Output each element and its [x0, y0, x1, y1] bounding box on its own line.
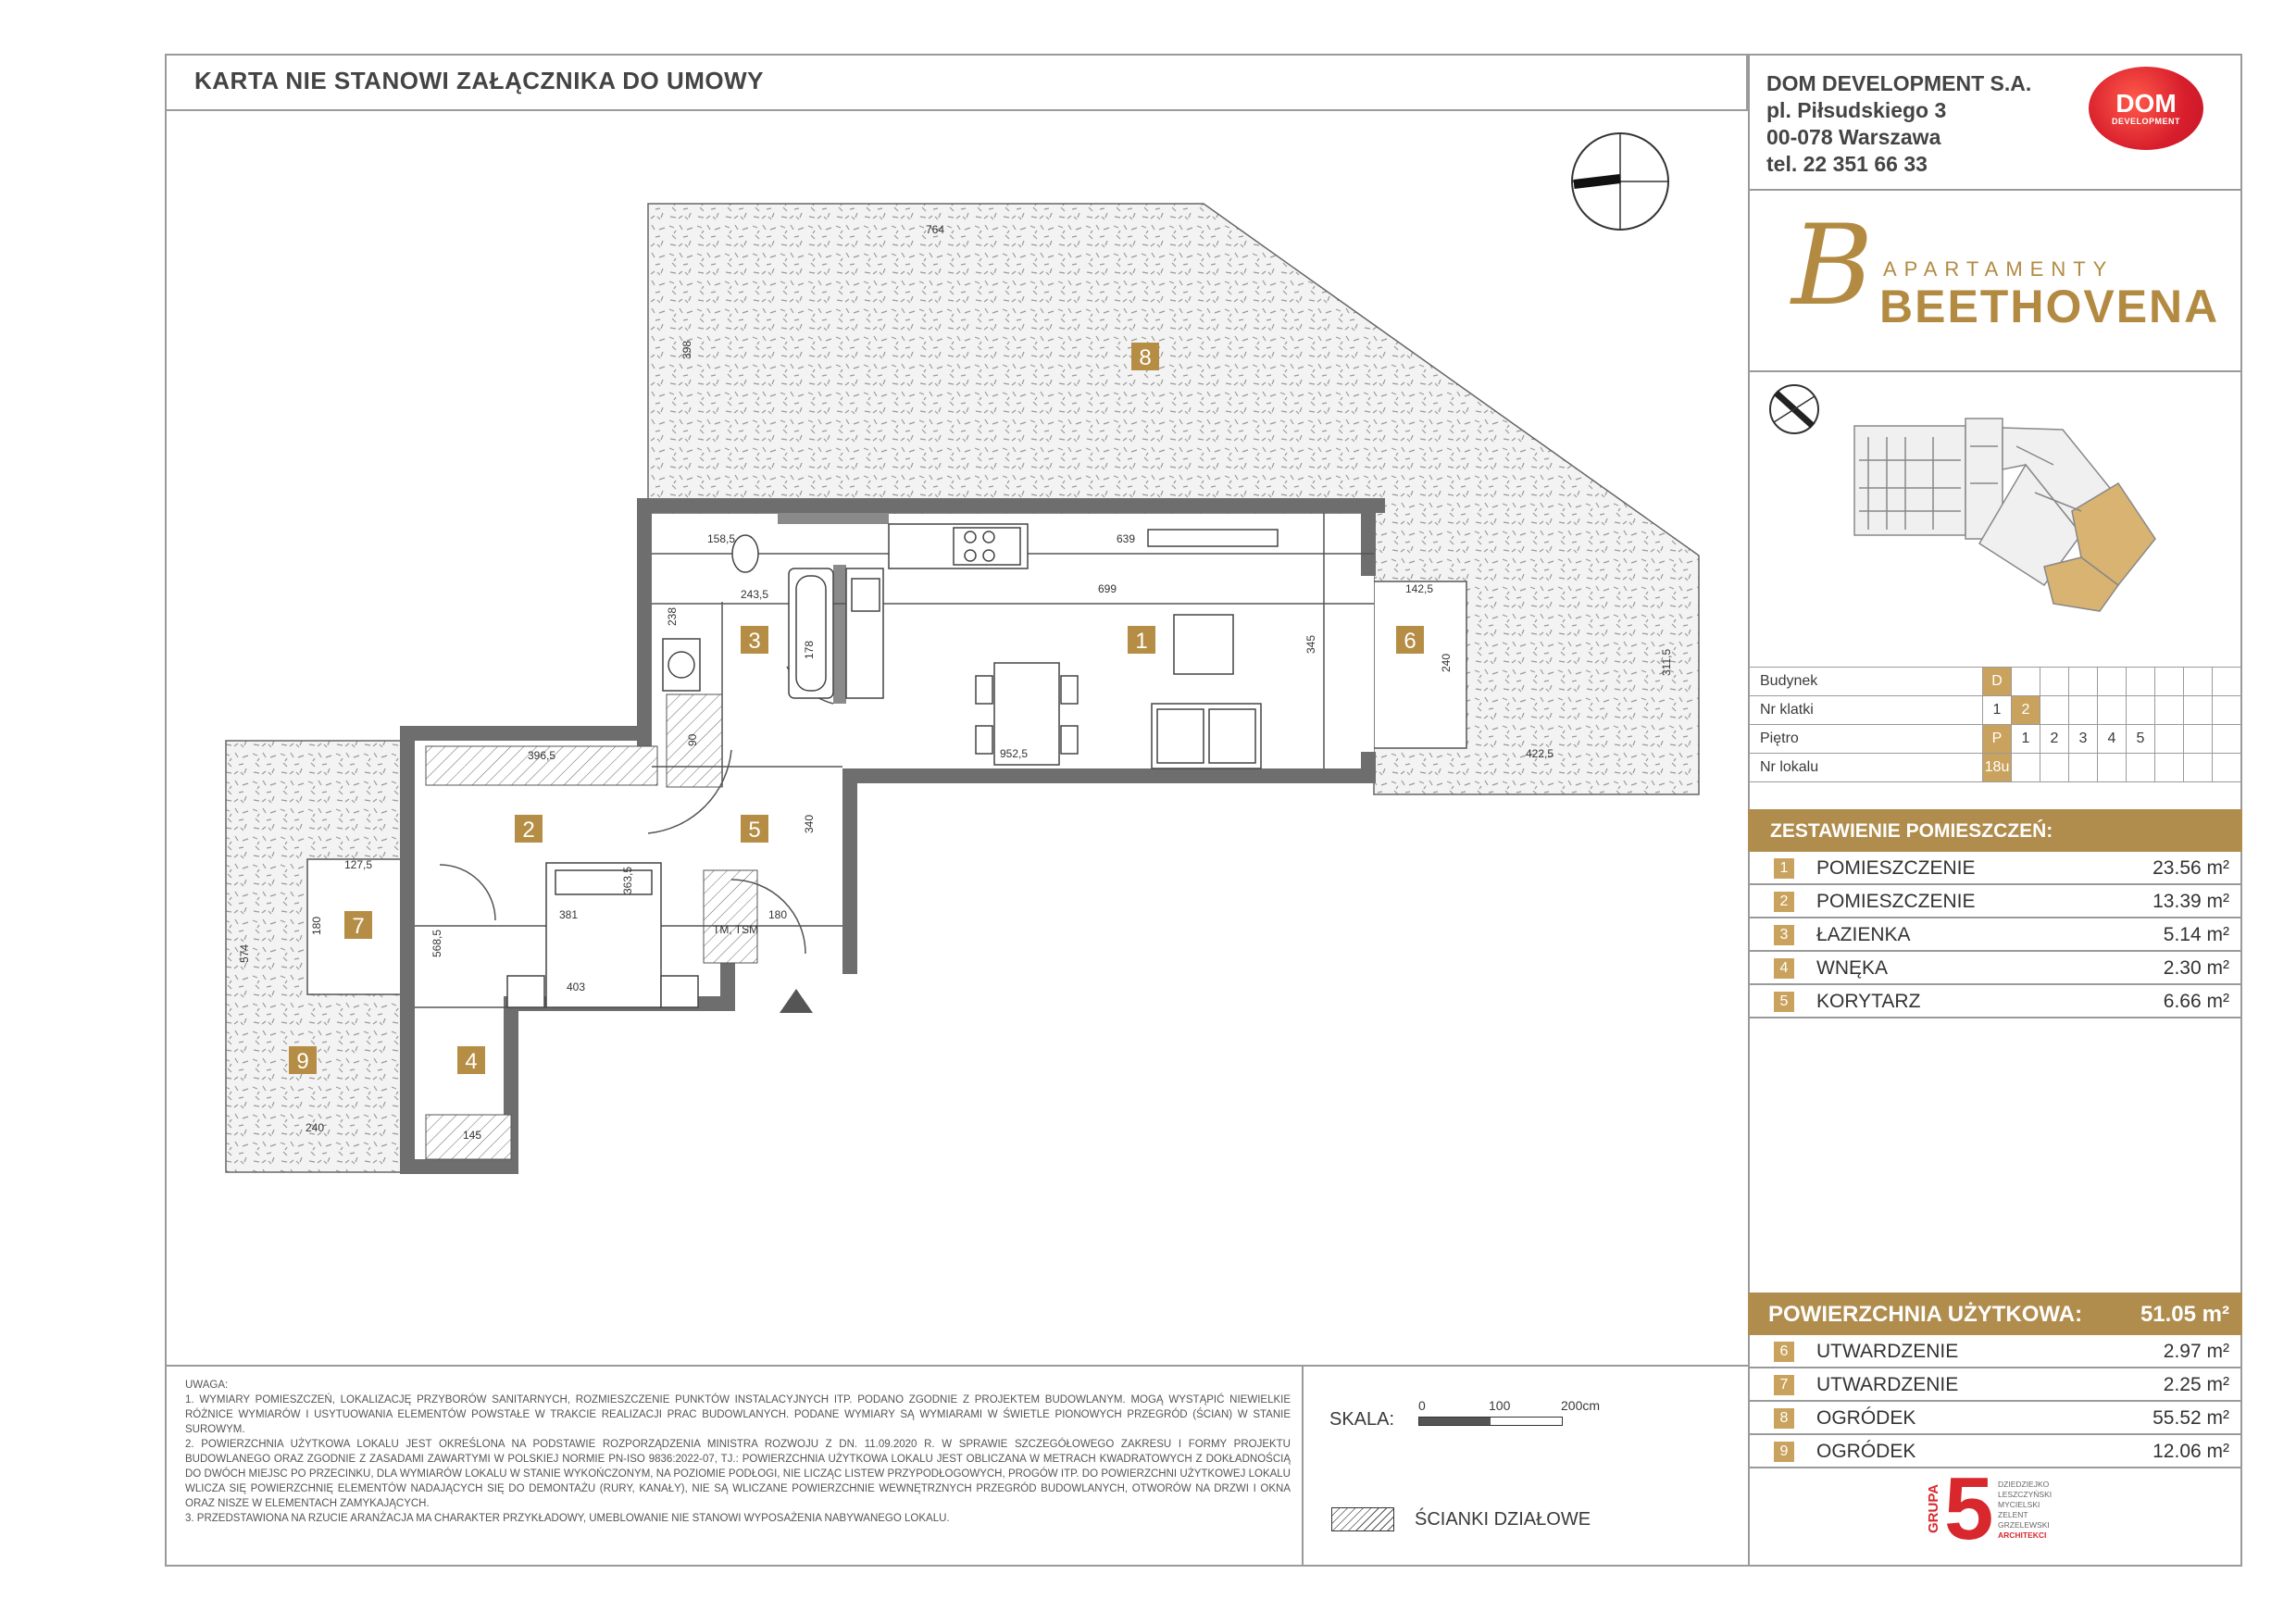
klatka-1: 1: [1983, 696, 2012, 725]
scale-tick-100: 100: [1489, 1398, 1511, 1413]
svg-text:311,5: 311,5: [1660, 648, 1673, 676]
site-plan: [1854, 418, 2155, 611]
usable-area-label: POWIERZCHNIA UŻYTKOWA:: [1768, 1302, 2083, 1327]
room-badge-5: [741, 815, 768, 843]
svg-text:3: 3: [748, 629, 761, 654]
klatka-2: 2: [2012, 696, 2040, 725]
pietro-5: 5: [2127, 725, 2155, 754]
room-row: 1 POMIESZCZENIE 23.56 m²: [1748, 852, 2242, 885]
label-lokal: Nr lokalu: [1749, 754, 1983, 782]
extra-row: 9 OGRÓDEK 12.06 m²: [1748, 1435, 2242, 1468]
room-badge-4: [457, 1046, 485, 1074]
svg-text:142,5: 142,5: [1405, 582, 1434, 595]
room-badge-6: [1396, 626, 1424, 654]
room-badge-7: [344, 911, 372, 939]
room-row: 3 ŁAZIENKA 5.14 m²: [1748, 918, 2242, 952]
svg-text:145: 145: [463, 1129, 482, 1142]
label-klatka: Nr klatki: [1749, 696, 1983, 725]
value-lokal: 18u: [1983, 754, 2012, 782]
svg-text:764: 764: [926, 223, 945, 236]
terrace-6-area: [1374, 581, 1466, 748]
svg-text:345: 345: [1304, 634, 1317, 654]
svg-text:398: 398: [680, 340, 693, 359]
pietro-3: 3: [2069, 725, 2098, 754]
dom-development-logo: DOM DEVELOPMENT: [2089, 67, 2203, 150]
legend-walls: ŚCIANKI DZIAŁOWE: [1415, 1509, 1591, 1530]
notes: [185, 1378, 1291, 1526]
room-row: 5 KORYTARZ 6.66 m²: [1748, 985, 2242, 1018]
notes-title: UWAGA:: [185, 1380, 229, 1391]
svg-text:422,5: 422,5: [1526, 747, 1554, 760]
key-plan: [1748, 372, 2242, 646]
floor-plan: [167, 113, 1746, 1363]
svg-text:699: 699: [1098, 582, 1117, 595]
extras-list: [1748, 1335, 2242, 1468]
extra-row: 6 UTWARDZENIE 2.97 m²: [1748, 1335, 2242, 1368]
svg-text:952,5: 952,5: [1000, 747, 1029, 760]
scale-tick-200: 200cm: [1561, 1398, 1601, 1413]
svg-text:243,5: 243,5: [741, 588, 769, 601]
room-badge-8: [1131, 343, 1159, 370]
svg-text:381: 381: [559, 908, 579, 921]
extra-row: 8 OGRÓDEK 55.52 m²: [1748, 1402, 2242, 1435]
svg-text:9: 9: [296, 1049, 309, 1074]
svg-text:5: 5: [748, 818, 761, 843]
brand-line-2: BEETHOVENA: [1879, 281, 2220, 332]
label-pietro: Piętro: [1749, 725, 1983, 754]
svg-text:TM, TSM: TM, TSM: [713, 923, 759, 936]
room-badge-2: [515, 815, 543, 843]
rooms-title: ZESTAWIENIE POMIESZCZEŃ:: [1748, 809, 2242, 852]
svg-text:90: 90: [686, 733, 699, 746]
svg-text:363,5: 363,5: [621, 866, 634, 894]
room-row: 2 POMIESZCZENIE 13.39 m²: [1748, 885, 2242, 918]
note-item: 1. WYMIARY POMIESZCZEŃ, LOKALIZACJĘ PRZYBORÓW SANITARNYCH, ROZMIESZCZENIE PUNKTÓW INSTALACYJNYCH ITP. PODANO ZGODNIE Z PROJEKTEM BUDOWLANYM. MOGĄ WYSTĄPIĆ NIEWIELKIE RÓŻNICE WYMIARÓW I USYTUOWANIA ELEMENTÓW POWSTAŁE W TRAKCIE REALIZACJI PRAC BUDOWLANYCH. PODANE WYMIARY SĄ WYMIARAMI W ŚWIETLE PIONOWYCH PRZEGRÓD (ŚCIAN) W STANIE SUROWYM.: [185, 1394, 1291, 1435]
company-phone: tel. 22 351 66 33: [1766, 152, 1928, 176]
divider: [1748, 189, 2242, 191]
room-badge-1: [1128, 626, 1155, 654]
svg-text:4: 4: [465, 1049, 478, 1074]
svg-text:574: 574: [238, 943, 251, 963]
compass-small-icon: [1770, 385, 1818, 433]
company-info: [1766, 70, 2031, 178]
usable-area-value: 51.05 m²: [2140, 1302, 2229, 1327]
pietro-2: 2: [2040, 725, 2069, 754]
apartment-floor: [411, 514, 1374, 1170]
svg-text:180: 180: [768, 908, 788, 921]
svg-text:6: 6: [1404, 629, 1416, 654]
company-address-1: pl. Piłsudskiego 3: [1766, 98, 1947, 122]
company-address-2: 00-078 Warszawa: [1766, 125, 1941, 149]
scale-label: SKALA:: [1329, 1409, 1395, 1430]
svg-text:178: 178: [803, 640, 816, 659]
pietro-p: P: [1983, 725, 2012, 754]
pietro-4: 4: [2098, 725, 2127, 754]
svg-text:403: 403: [567, 981, 586, 993]
svg-text:127,5: 127,5: [344, 858, 373, 871]
note-item: 2. POWIERZCHNIA UŻYTKOWA LOKALU JEST OKREŚLONA NA PODSTAWIE ROZPORZĄDZENIA MINISTRA ROZWOJU Z DN. 11.09.2020 R. W SPRAWIE SZCZEGÓŁOWEGO ZAKRESU I FORMY PROJEKTU BUDOWLANEGO ORAZ ZGODNIE Z ZASADAMI ZAWARTYMI W POLSKIEJ NORMIE PN-ISO 9836:2022-07, TJ.: POWIERZCHNIA UŻYTKOWA LOKALU JEST OBLICZANA W METRACH KWADRATOWYCH Z DOKŁADNOŚCIĄ DO DWÓCH MIEJSC PO PRZECINKU, DLA WYMIARÓW LOKALU W STANIE WYKOŃCZONYM, NA POZIOMIE PODŁOGI, NIE LICZĄC LISTEW PRZYPODŁOGOWYCH, PROGÓW ITP. DO POWIERZCHNI UŻYTKOWEJ LOKALU WLICZA SIĘ POWIERZCHNIĘ ELEMENTÓW NADAJĄCYCH SIĘ DO DEMONTAŻU (RURY, KANAŁY), NIE SĄ WLICZANE POWIERZCHNIE WEWNĘTRZNYCH PRZEGRÓD BUDOWLANYCH, OTWORÓW NA DRZWI I OKNA ORAZ NISZE W ELEMENTACH ZAMYKAJĄCYCH.: [185, 1439, 1291, 1509]
partition-hatch-icon: [1331, 1507, 1394, 1531]
grupa5-logo: GRUPA 5 DZIEDZIEJKO LESZCZYŃSKI MYCIELSKI ZELENT GRZELEWSKI ARCHITEKCI: [1926, 1459, 2053, 1558]
svg-text:238: 238: [666, 606, 679, 626]
svg-text:180: 180: [310, 916, 323, 935]
svg-text:340: 340: [803, 814, 816, 833]
svg-text:639: 639: [1117, 532, 1136, 545]
header-bar: [165, 54, 1748, 111]
scale-bar: [1418, 1417, 1563, 1426]
north-compass-icon: [1572, 133, 1668, 230]
entrance-marker-icon: [780, 989, 813, 1013]
pietro-1: 1: [2012, 725, 2040, 754]
room-badge-3: [741, 626, 768, 654]
svg-text:568,5: 568,5: [430, 929, 443, 957]
scale-tick-0: 0: [1418, 1398, 1426, 1413]
usable-area-bar: [1748, 1293, 2242, 1335]
note-item: 3. PRZEDSTAWIONA NA RZUCIE ARANŻACJA MA CHARAKTER PRZYKŁADOWY, UMEBLOWANIE NIE STANOWI WYPOSAŻENIA NABYWANEGO LOKALU.: [185, 1513, 950, 1524]
svg-text:7: 7: [352, 914, 365, 939]
page-title: KARTA NIE STANOWI ZAŁĄCZNIKA DO UMOWY: [194, 67, 764, 94]
svg-text:8: 8: [1139, 345, 1152, 370]
room-row: 4 WNĘKA 2.30 m²: [1748, 952, 2242, 985]
svg-text:240: 240: [1440, 653, 1453, 672]
company-name: DOM DEVELOPMENT S.A.: [1766, 71, 2032, 95]
label-budynek: Budynek: [1749, 668, 1983, 696]
brand-monogram: B: [1791, 202, 1874, 331]
apartment-info-table: [1748, 667, 2241, 782]
value-budynek: D: [1983, 668, 2012, 696]
svg-text:1: 1: [1135, 629, 1148, 654]
rooms-list: [1748, 852, 2242, 1018]
scale-legend-box: [1302, 1365, 1750, 1567]
svg-text:396,5: 396,5: [528, 749, 556, 762]
room-badge-9: [289, 1046, 317, 1074]
svg-text:2: 2: [522, 818, 535, 843]
extra-row: 7 UTWARDZENIE 2.25 m²: [1748, 1368, 2242, 1402]
svg-text:240: 240: [306, 1121, 325, 1134]
svg-text:158,5: 158,5: [707, 532, 736, 545]
brand-line-1: APARTAMENTY: [1883, 257, 2115, 281]
